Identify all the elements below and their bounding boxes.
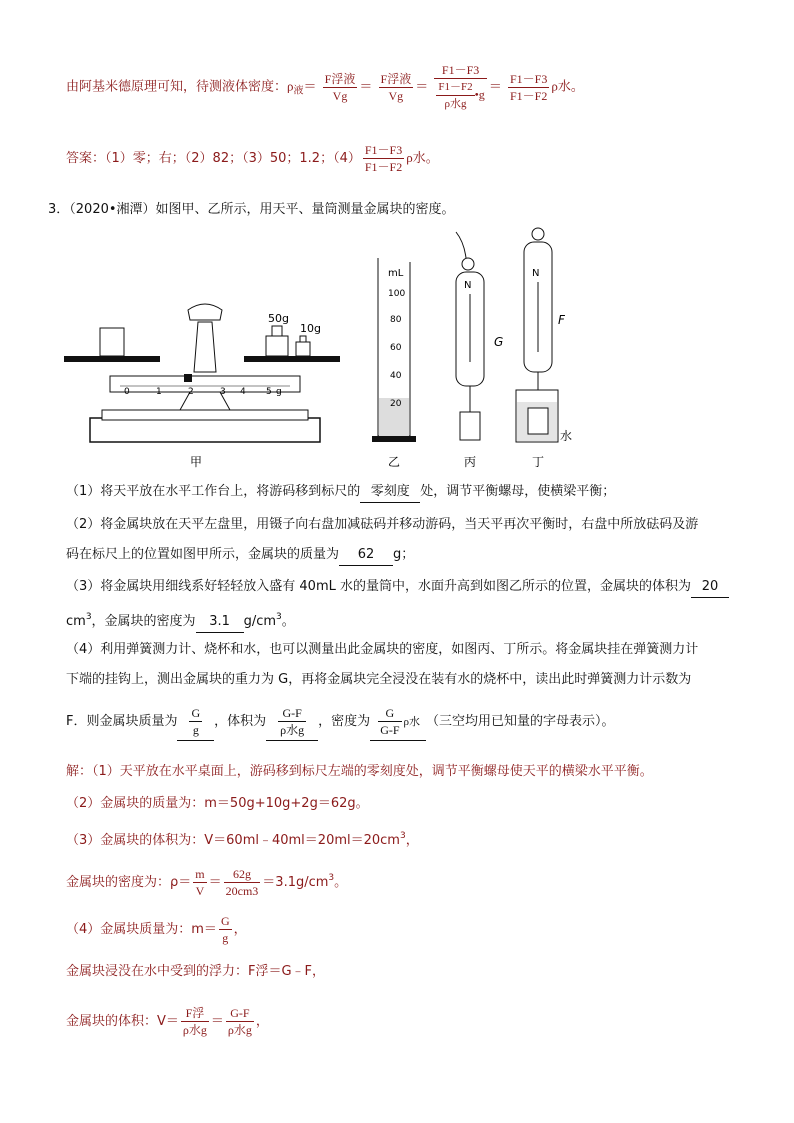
equals: ＝ bbox=[359, 79, 373, 95]
experiment-figure bbox=[60, 222, 600, 474]
water-label: 水 bbox=[560, 429, 573, 443]
scale-ring bbox=[532, 228, 544, 240]
equals: ＝ bbox=[303, 79, 317, 95]
cyl-tick-100: 100 bbox=[388, 289, 406, 299]
frac-buoyancy bbox=[181, 1005, 209, 1038]
frac-num: F1－F3 bbox=[509, 71, 548, 86]
spring-scale-bing bbox=[456, 232, 503, 469]
scale-unit: g bbox=[276, 387, 282, 397]
solution-4 bbox=[66, 858, 347, 898]
frac-g-over-g bbox=[219, 913, 232, 946]
cyl-tick-20: 20 bbox=[390, 399, 402, 409]
scale-tick-3: 3 bbox=[220, 387, 226, 397]
period: 。 bbox=[281, 614, 295, 629]
solution-4-result: ＝3.1g/cm bbox=[262, 875, 329, 890]
rho-water-tail: ρ水。 bbox=[406, 150, 439, 165]
scale-tick-2: 2 bbox=[188, 387, 194, 397]
solution-6: 金属块浸没在水中受到的浮力：F浮＝G﹣F， bbox=[66, 964, 326, 979]
label-10g: 10g bbox=[300, 322, 321, 335]
left-pan bbox=[64, 356, 160, 362]
frac-den: ρ水g bbox=[280, 723, 305, 737]
cyl-tick-40: 40 bbox=[390, 371, 402, 381]
q3-part4-line1: （4）利用弹簧测力计、烧杯和水，也可以测量出此金属块的密度，如图丙、丁所示。将金属块挂在弹簧测力计 bbox=[66, 642, 699, 657]
fraction-2 bbox=[379, 71, 414, 104]
superscript-3: 3 bbox=[276, 612, 282, 622]
fraction-1 bbox=[323, 71, 358, 104]
comma: ， bbox=[233, 922, 247, 937]
part2-text-b: g； bbox=[393, 547, 415, 562]
equals: ＝ bbox=[415, 79, 429, 95]
solution-2: （2）金属块的质量为：m＝50g+10g+2g＝62g。 bbox=[66, 796, 369, 811]
frac-density bbox=[378, 705, 401, 738]
balance-diagram bbox=[64, 304, 340, 469]
q3-part1 bbox=[66, 482, 615, 503]
question-3-title: 3．（2020•湘潭）如图甲、乙所示，用天平、量筒测量金属块的密度。 bbox=[48, 202, 455, 217]
label-ding: 丁 bbox=[532, 455, 545, 469]
unit-cm: cm bbox=[66, 614, 86, 629]
part4-text-d: （三空均用已知量的字母表示）。 bbox=[426, 714, 615, 729]
answer-text: 答案：（1）零；右；（2）82；（3）50；1.2；（4） bbox=[66, 151, 361, 166]
ml-label: mL bbox=[388, 268, 404, 279]
blank-density-formula bbox=[370, 704, 426, 741]
solution-4-text: 金属块的密度为：ρ＝ bbox=[66, 875, 192, 890]
q3-part4-line2: 下端的挂钩上，测出金属块的重力为 G，再将金属块完全浸没在装有水的烧杯中，读出此时弹簧测力计示数为 bbox=[66, 672, 692, 687]
rho-water: ρ水 bbox=[403, 716, 421, 728]
frac-num: G bbox=[191, 706, 201, 720]
frac-num: G-F bbox=[226, 1005, 254, 1022]
frac-num: m bbox=[195, 867, 205, 881]
scale-tick-5: 5 bbox=[266, 387, 272, 397]
blank-mass-formula bbox=[177, 704, 214, 741]
weight-10g bbox=[296, 342, 310, 356]
g-factor: •g bbox=[474, 87, 485, 102]
inner-fraction bbox=[436, 79, 474, 112]
part4-text-c: ，密度为 bbox=[318, 714, 371, 729]
label-bing: 丙 bbox=[464, 455, 477, 469]
n-label: N bbox=[464, 280, 472, 291]
equals: ＝ bbox=[210, 1014, 224, 1029]
frac-den: ρ水g bbox=[227, 1023, 252, 1037]
equals: ＝ bbox=[208, 875, 222, 890]
frac-62g-over-20cm3 bbox=[224, 866, 261, 899]
frac-den: V bbox=[195, 884, 205, 898]
frac-den: g bbox=[192, 723, 199, 737]
frac-num: G bbox=[220, 914, 230, 928]
f-label: F bbox=[558, 313, 565, 327]
label-jia: 甲 bbox=[190, 455, 203, 469]
rider bbox=[184, 374, 192, 382]
frac-num: F1－F2 bbox=[436, 79, 474, 96]
part4-text: F．则金属块质量为 bbox=[66, 714, 178, 729]
frac-num: F浮液 bbox=[324, 71, 356, 86]
comma: ， bbox=[255, 1014, 269, 1029]
scale-tick-1: 1 bbox=[156, 387, 162, 397]
spring-scale-ding bbox=[516, 228, 572, 469]
frac-num: F1－F3 bbox=[434, 62, 486, 79]
g-label: G bbox=[494, 335, 504, 349]
frac-volume bbox=[278, 705, 306, 738]
unit-gcm: g/cm bbox=[243, 614, 277, 629]
graduated-cylinder bbox=[372, 258, 416, 469]
label-yi: 乙 bbox=[388, 455, 401, 469]
comma: ， bbox=[405, 833, 419, 848]
weight-50g bbox=[266, 336, 288, 356]
part3-text: （3）将金属块用细线系好轻轻放入盛有 40mL 水的量筒中，水面升高到如图乙所示的位置，金属块的体积为 bbox=[66, 579, 691, 594]
solution-3 bbox=[66, 826, 419, 851]
frac-den: ρ水g bbox=[444, 98, 467, 110]
metal-block bbox=[100, 328, 124, 356]
scale-tick-4: 4 bbox=[240, 387, 246, 397]
solution-7 bbox=[66, 1002, 269, 1042]
answer-line bbox=[66, 142, 439, 175]
rho-sub: 液 bbox=[293, 85, 304, 97]
blank-volume-formula bbox=[266, 704, 318, 741]
part1-text-b: 处，调节平衡螺母，使横梁平衡； bbox=[420, 484, 616, 499]
part3-text-b: ，金属块的密度为 bbox=[91, 614, 196, 629]
n-label: N bbox=[532, 268, 540, 279]
pointer bbox=[194, 322, 216, 372]
fraction-4 bbox=[508, 71, 549, 104]
q3-part3-line2 bbox=[66, 607, 295, 633]
solution-1: 解：（1）天平放在水平桌面上，游码移到标尺左端的零刻度处，调节平衡螺母使天平的横梁水平平衡。 bbox=[66, 764, 653, 779]
weight-50g-knob bbox=[272, 326, 282, 336]
label-50g: 50g bbox=[268, 312, 289, 325]
weight-10g-knob bbox=[300, 336, 306, 342]
superscript-3: 3 bbox=[399, 831, 406, 841]
equals: ＝ bbox=[488, 79, 502, 95]
rho-water-tail: ρ水。 bbox=[551, 78, 584, 94]
hanging-block bbox=[460, 412, 480, 440]
right-pan bbox=[244, 356, 340, 362]
frac-den: Vg bbox=[332, 88, 348, 103]
frac-g-minus-f bbox=[226, 1005, 254, 1038]
cylinder-base bbox=[372, 436, 416, 442]
frac-num: 62g bbox=[224, 866, 261, 883]
frac-num: F浮液 bbox=[380, 71, 412, 86]
blank-mass: 62 bbox=[339, 545, 393, 566]
frac-den-compound bbox=[434, 79, 486, 112]
frac-num: F1－F3 bbox=[364, 143, 403, 157]
frac-num: F浮 bbox=[181, 1005, 209, 1022]
cyl-tick-80: 80 bbox=[390, 315, 402, 325]
frac-den: ρ水g bbox=[182, 1023, 207, 1037]
solution-7-text: 金属块的体积：V＝ bbox=[66, 1014, 179, 1029]
rho-symbol: ρ bbox=[287, 78, 294, 94]
period: 。 bbox=[334, 875, 348, 890]
part1-text: （1）将天平放在水平工作台上，将游码移到标尺的 bbox=[66, 484, 361, 499]
blank-density: 3.1 bbox=[196, 612, 244, 633]
q3-part2-line2 bbox=[66, 545, 414, 566]
frac-num: G-F bbox=[278, 705, 306, 722]
frac-den: F1－F2 bbox=[509, 88, 548, 103]
frac-den: G-F bbox=[380, 723, 400, 737]
superscript-3: 3 bbox=[85, 612, 92, 622]
solution-5-text: （4）金属块质量为：m＝ bbox=[66, 922, 217, 937]
cyl-tick-60: 60 bbox=[390, 343, 402, 353]
q3-part4-line3 bbox=[66, 704, 615, 740]
hand-string bbox=[456, 232, 466, 258]
frac-m-over-v bbox=[193, 866, 206, 899]
balance-base-top bbox=[102, 410, 308, 420]
frac-den: 20cm3 bbox=[225, 884, 259, 898]
q3-part3-line1 bbox=[66, 577, 729, 598]
answer-fraction bbox=[363, 142, 404, 175]
solution-density-line bbox=[66, 62, 584, 112]
part2-text: 码在标尺上的位置如图甲所示，金属块的质量为 bbox=[66, 547, 340, 562]
frac-den: Vg bbox=[388, 88, 404, 103]
superscript-3: 3 bbox=[328, 873, 335, 883]
intro-text: 由阿基米德原理可知，待测液体密度： bbox=[66, 79, 288, 95]
frac-num: G bbox=[378, 705, 401, 722]
pointer-dial bbox=[188, 304, 222, 320]
q3-part2-line1: （2）将金属块放在天平左盘里，用镊子向右盘加减砝码并移动游码，当天平再次平衡时，右盘中所放砝码及游 bbox=[66, 517, 699, 532]
solution-3-text: （3）金属块的体积为：V＝60ml﹣40ml＝20ml＝20cm bbox=[66, 833, 400, 848]
part4-text-b: ，体积为 bbox=[214, 714, 267, 729]
blank-zero-mark: 零刻度 bbox=[360, 482, 420, 503]
fraction-3 bbox=[434, 62, 486, 112]
scale-tick-0: 0 bbox=[124, 387, 130, 397]
balance-base bbox=[90, 418, 320, 442]
blank-volume: 20 bbox=[691, 577, 729, 598]
frac-g-over-g bbox=[189, 705, 202, 738]
scale-ring bbox=[462, 258, 474, 270]
submerged-block bbox=[528, 408, 548, 434]
frac-den: g bbox=[222, 931, 229, 945]
solution-5 bbox=[66, 912, 247, 948]
frac-den: F1－F2 bbox=[364, 160, 403, 174]
